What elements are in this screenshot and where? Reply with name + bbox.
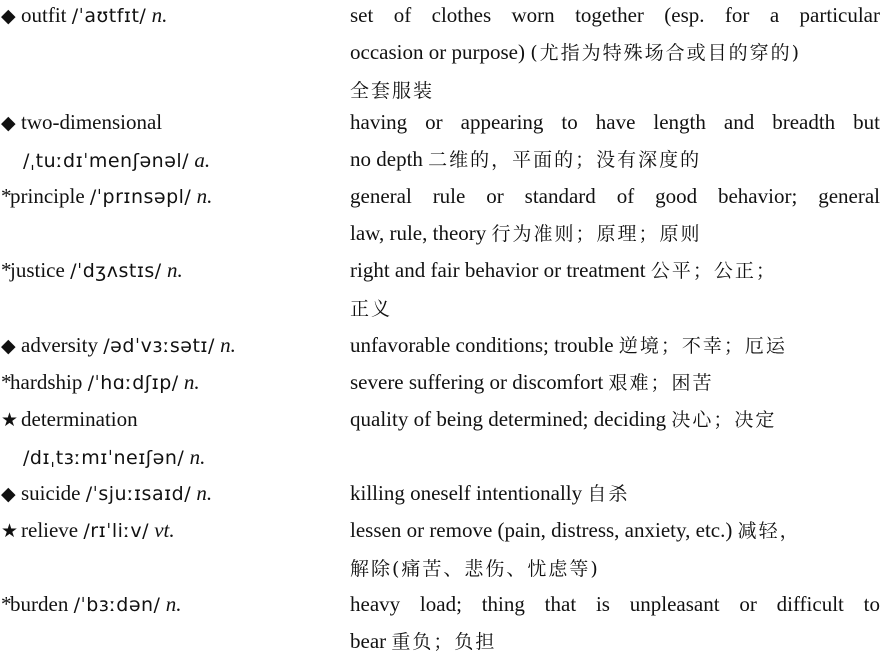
definition-english: bear: [350, 629, 392, 653]
diamond-marker-icon: ◆: [1, 5, 16, 27]
phonetic-transcription: /ˈbɜːdən/: [73, 594, 161, 616]
part-of-speech: n.: [189, 445, 206, 469]
phonetic-transcription: /ˌtuːdɪˈmenʃənəl/: [23, 150, 190, 172]
entry-headword: [1, 512, 341, 550]
definition-chinese: 二维的，平面的；没有深度的: [428, 149, 702, 171]
entry-definition: [350, 401, 880, 439]
definition-english: heavy load; thing that is unpleasant or difficult to: [350, 592, 880, 616]
definition-line: [350, 586, 880, 623]
definition-line: [350, 327, 880, 365]
asterisk-marker-icon: *: [1, 184, 12, 208]
definition-chinese: 公平；公正；: [650, 260, 777, 282]
asterisk-marker-icon: *: [1, 258, 12, 282]
entry-definition: [350, 0, 880, 110]
phonetic-transcription: /ˈaʊtfɪt/: [71, 5, 147, 27]
definition-english: having or appearing to have length and breadth but: [350, 110, 880, 134]
entry-headword: [1, 475, 341, 513]
entry-headword: [1, 586, 341, 624]
phonetic-transcription: /ˈsjuːɪsaɪd/: [85, 483, 192, 505]
headword-continuation: [1, 445, 205, 469]
headword-continuation: [1, 148, 210, 172]
definition-english: occasion or purpose): [350, 40, 531, 64]
headword-text: principle: [10, 184, 85, 208]
star-marker-icon: ★: [1, 520, 19, 542]
definition-english: severe suffering or discomfort: [350, 370, 609, 394]
part-of-speech: n.: [196, 481, 213, 505]
definition-chinese: 自杀: [587, 483, 630, 505]
phonetic-transcription: /ˈhɑːdʃɪp/: [87, 372, 179, 394]
headword-text: adversity: [21, 333, 98, 357]
phonetic-transcription: /ˈprɪnsəpl/: [89, 186, 192, 208]
definition-chinese: 全套服装: [350, 80, 435, 102]
entry-definition: [350, 364, 880, 402]
headword-text: suicide: [21, 481, 81, 505]
definition-line: [350, 550, 880, 588]
headword-text: determination: [21, 407, 138, 431]
entry-definition: [350, 512, 880, 588]
diamond-marker-icon: ◆: [1, 112, 16, 134]
definition-english: killing oneself intentionally: [350, 481, 588, 505]
definition-chinese: 艰难；困苦: [608, 372, 714, 394]
entry-definition: [350, 327, 880, 365]
definition-english: no depth: [350, 147, 429, 171]
part-of-speech: n.: [166, 258, 183, 282]
definition-line: [350, 0, 880, 34]
definition-line: [350, 364, 880, 402]
definition-english: general rule or standard of good behavior; general: [350, 184, 880, 208]
part-of-speech: a.: [194, 148, 211, 172]
definition-chinese: 决心；决定: [671, 409, 777, 431]
part-of-speech: n.: [151, 3, 168, 27]
definition-line: [350, 215, 880, 253]
entry-definition: [350, 586, 880, 661]
entry-definition: [350, 104, 880, 179]
definition-line: [350, 178, 880, 215]
definition-line: [350, 475, 880, 513]
definition-line: [350, 141, 880, 179]
definition-english: unfavorable conditions; trouble: [350, 333, 619, 357]
entry-headword: [1, 327, 341, 365]
definition-chinese: 正义: [350, 298, 393, 320]
asterisk-marker-icon: *: [1, 370, 12, 394]
definition-line: [350, 34, 880, 72]
star-marker-icon: ★: [1, 409, 19, 431]
definition-chinese: 重负；负担: [391, 631, 497, 653]
entry-definition: [350, 252, 880, 328]
headword-text: burden: [10, 592, 69, 616]
diamond-marker-icon: ◆: [1, 483, 16, 505]
definition-english: lessen or remove (pain, distress, anxiety, etc.): [350, 518, 738, 542]
headword-text: justice: [10, 258, 65, 282]
entry-headword: [1, 0, 341, 35]
definition-line: [350, 401, 880, 439]
part-of-speech: n.: [165, 592, 182, 616]
phonetic-transcription: /dɪˌtɜːmɪˈneɪʃən/: [23, 447, 185, 469]
part-of-speech: n.: [196, 184, 213, 208]
definition-line: [350, 512, 880, 550]
entry-headword: [1, 401, 341, 477]
definition-chinese: 减轻，: [737, 520, 801, 542]
entry-headword: [1, 178, 341, 216]
definition-english: law, rule, theory: [350, 221, 492, 245]
headword-text: relieve: [21, 518, 79, 542]
entry-definition: [350, 475, 880, 513]
definition-chinese: 行为准则；原理；原则: [491, 223, 702, 245]
definition-line: [350, 290, 880, 328]
definition-english: right and fair behavior or treatment: [350, 258, 651, 282]
definition-chinese: (尤指为特殊场合或目的穿的): [530, 42, 802, 64]
definition-chinese: 解除(痛苦、悲伤、忧虑等): [350, 558, 600, 580]
definition-english: quality of being determined; deciding: [350, 407, 672, 431]
phonetic-transcription: /rɪˈliːv/: [83, 520, 149, 542]
diamond-marker-icon: ◆: [1, 335, 16, 357]
definition-chinese: 逆境；不幸；厄运: [618, 335, 787, 357]
definition-english: set of clothes worn together (esp. for a particular: [350, 3, 880, 27]
part-of-speech: n.: [220, 333, 236, 357]
asterisk-marker-icon: *: [1, 592, 12, 616]
entry-headword: [1, 364, 341, 402]
part-of-speech: vt.: [154, 518, 175, 542]
headword-text: two-dimensional: [21, 110, 163, 134]
entry-headword: [1, 252, 341, 290]
headword-text: hardship: [10, 370, 83, 394]
entry-definition: [350, 178, 880, 253]
definition-line: [350, 104, 880, 141]
phonetic-transcription: /ˈdʒʌstɪs/: [70, 260, 162, 282]
definition-line: [350, 252, 880, 290]
part-of-speech: n.: [183, 370, 200, 394]
headword-text: outfit: [21, 3, 67, 27]
entry-headword: [1, 104, 341, 180]
definition-line: [350, 623, 880, 661]
phonetic-transcription: /ədˈvɜːsətɪ/: [103, 335, 215, 357]
